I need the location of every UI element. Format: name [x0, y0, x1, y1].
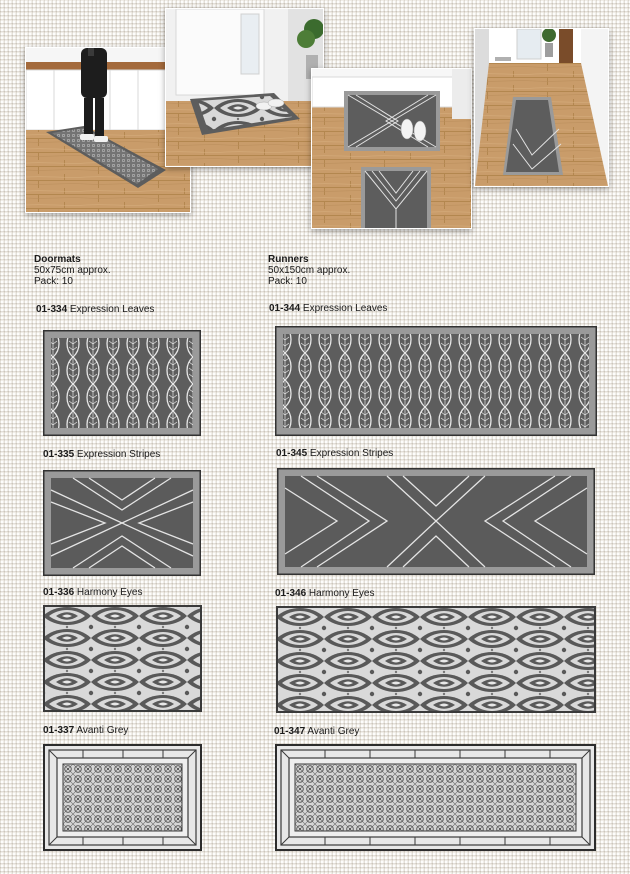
- product-label-01-336: [43, 587, 143, 599]
- photo-entrance: [165, 8, 324, 167]
- rug-01-347-avanti-grey: [275, 744, 596, 851]
- photo-doorway: [311, 68, 472, 229]
- product-name: Harmony Eyes: [76, 587, 143, 598]
- photo-hallway: [474, 28, 609, 187]
- product-name: Expression Stripes: [309, 448, 394, 459]
- product-code: 01-335: [43, 449, 75, 460]
- product-label-01-346: [275, 588, 375, 600]
- product-code: 01-347: [274, 726, 306, 737]
- product-name: Avanti Grey: [76, 725, 129, 736]
- product-label-01-347: [274, 726, 359, 738]
- doormats-pack: Pack: 10: [34, 276, 73, 287]
- product-label-01-334: [36, 304, 154, 316]
- runners-pack: Pack: 10: [268, 276, 307, 287]
- doormats-section-title: Doormats: [34, 254, 81, 265]
- rug-01-336-harmony-eyes: [43, 605, 202, 712]
- runners-size: 50x150cm approx.: [268, 265, 351, 276]
- rug-01-346-harmony-eyes: [276, 606, 596, 713]
- product-name: Expression Leaves: [302, 303, 388, 314]
- product-code: 01-334: [36, 304, 68, 315]
- product-label-01-335: [43, 449, 160, 461]
- product-name: Harmony Eyes: [308, 588, 375, 599]
- product-code: 01-336: [43, 587, 75, 598]
- product-code: 01-344: [269, 303, 301, 314]
- rug-01-337-avanti-grey: [43, 744, 202, 851]
- product-name: Expression Stripes: [76, 449, 161, 460]
- runners-section-title: Runners: [268, 254, 309, 265]
- product-code: 01-346: [275, 588, 307, 599]
- rug-01-345-expression-stripes: [277, 468, 595, 575]
- product-name: Expression Leaves: [69, 304, 155, 315]
- product-label-01-337: [43, 725, 128, 737]
- rug-01-334-expression-leaves: [43, 330, 201, 436]
- product-name: Avanti Grey: [307, 726, 360, 737]
- product-code: 01-345: [276, 448, 308, 459]
- product-code: 01-337: [43, 725, 75, 736]
- product-label-01-345: [276, 448, 393, 460]
- doormats-size: 50x75cm approx.: [34, 265, 111, 276]
- rug-01-335-expression-stripes: [43, 470, 201, 576]
- rug-01-344-expression-leaves: [275, 326, 597, 436]
- product-label-01-344: [269, 303, 387, 315]
